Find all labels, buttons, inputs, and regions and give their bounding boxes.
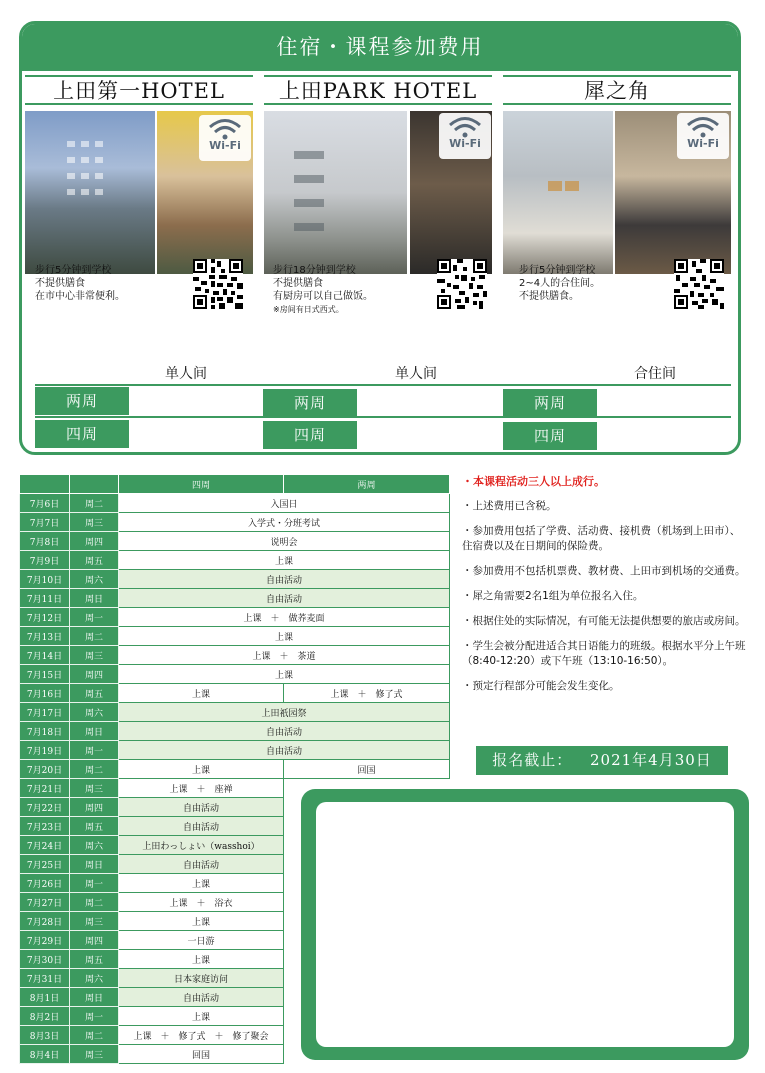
weekday-cell: 周一 — [70, 1007, 119, 1026]
note-item: ・根据住处的实际情况，有可能无法提供想要的旅店或房间。 — [462, 615, 746, 627]
event-cell: 上课 ＋ 茶道 — [119, 646, 450, 665]
event-cell: 自由活动 — [119, 741, 450, 760]
date-cell: 7月23日 — [20, 817, 70, 836]
event-cell: 自由活动 — [119, 589, 450, 608]
schedule-row — [20, 570, 450, 589]
note-item: ・参加费用包括了学费、活动费、接机费（机场到上田市）、住宿费以及在日期间的保险费。 — [462, 525, 741, 552]
date-cell: 7月9日 — [20, 551, 70, 570]
weekday-cell: 周一 — [70, 741, 119, 760]
weekday-cell: 周四 — [70, 532, 119, 551]
event-cell-four-weeks: 自由活动 — [119, 798, 284, 817]
weekday-cell: 周二 — [70, 1026, 119, 1045]
card-title: 住宿・课程参加费用 — [22, 24, 738, 71]
hotel-room-photo — [157, 111, 253, 274]
weekday-cell: 周五 — [70, 551, 119, 570]
two-weeks-tag: 两周 — [35, 387, 129, 415]
schedule-row — [20, 646, 450, 665]
price-row-two-weeks — [35, 387, 251, 415]
divider — [35, 384, 731, 386]
weekday-cell: 周三 — [70, 646, 119, 665]
qr-code-icon[interactable] — [193, 259, 243, 309]
hotel-building-photo — [25, 111, 155, 274]
date-cell: 8月3日 — [20, 1026, 70, 1045]
schedule-row — [20, 703, 450, 722]
event-cell-four-weeks: 自由活动 — [119, 988, 284, 1007]
weekday-cell: 周一 — [70, 608, 119, 627]
event-cell-four-weeks: 自由活动 — [119, 817, 284, 836]
date-cell: 7月13日 — [20, 627, 70, 646]
date-cell: 7月14日 — [20, 646, 70, 665]
schedule-row — [20, 494, 450, 513]
date-cell: 8月1日 — [20, 988, 70, 1007]
price-row-four-weeks — [503, 422, 719, 450]
date-cell: 7月12日 — [20, 608, 70, 627]
event-cell: 自由活动 — [119, 722, 450, 741]
schedule-row — [20, 513, 450, 532]
note-item: ・上述费用已含税。 — [462, 500, 557, 512]
event-cell: 入学式・分班考试 — [119, 513, 450, 532]
weekday-cell: 周日 — [70, 589, 119, 608]
hotel-room-photo — [615, 111, 731, 274]
two-weeks-tag: 两周 — [503, 389, 597, 417]
date-cell: 7月7日 — [20, 513, 70, 532]
date-cell: 7月19日 — [20, 741, 70, 760]
weekday-cell: 周六 — [70, 836, 119, 855]
event-cell: 上课 — [119, 665, 450, 684]
weekday-cell: 周五 — [70, 684, 119, 703]
weekday-cell: 周日 — [70, 855, 119, 874]
price-row-two-weeks — [503, 389, 719, 417]
note-item: ・犀之角需要2名1组为单位报名入住。 — [462, 590, 644, 602]
date-cell: 7月27日 — [20, 893, 70, 912]
weekday-cell: 周二 — [70, 760, 119, 779]
hotel-column-2 — [264, 74, 492, 404]
blank-frame-inner — [316, 802, 734, 1047]
date-cell: 7月11日 — [20, 589, 70, 608]
hotel-description-1: 步行5分钟到学校 不提供膳食 在市中心非常便利。 — [35, 265, 125, 302]
hotel-room-photo — [410, 111, 492, 274]
hotel-description-2: 步行18分钟到学校 不提供膳食 有厨房可以自己做饭。 ※房间有日式西式。 — [273, 265, 373, 314]
event-cell-four-weeks: 自由活动 — [119, 855, 284, 874]
hotel-column-3 — [503, 74, 731, 404]
deadline-label: 报名截止： — [492, 751, 573, 769]
event-cell: 自由活动 — [119, 570, 450, 589]
weekday-cell: 周六 — [70, 969, 119, 988]
header-cell — [20, 475, 70, 494]
qr-code-icon[interactable] — [674, 259, 724, 309]
weekday-cell: 周二 — [70, 494, 119, 513]
hotel-name: 上田第一HOTEL — [25, 75, 253, 105]
date-cell: 7月8日 — [20, 532, 70, 551]
schedule-row — [20, 760, 450, 779]
note-item: ・学生会被分配进适合其日语能力的班级。根据水平分上午班（8:40-12:20）或下午班（13:10-16:50）。 — [462, 640, 746, 667]
date-cell: 7月17日 — [20, 703, 70, 722]
event-cell-four-weeks: 一日游 — [119, 931, 284, 950]
header-four-weeks: 四周 — [119, 475, 284, 494]
schedule-row — [20, 608, 450, 627]
date-cell: 7月29日 — [20, 931, 70, 950]
event-cell-four-weeks: 日本家庭访问 — [119, 969, 284, 988]
price-row-two-weeks — [263, 389, 479, 417]
deadline-date: 2021年4月30日 — [589, 751, 712, 769]
note-item: ・本课程活动三人以上成行。 — [462, 475, 605, 488]
date-cell: 7月6日 — [20, 494, 70, 513]
weekday-cell: 周三 — [70, 1045, 119, 1064]
date-cell: 7月20日 — [20, 760, 70, 779]
blank-frame — [301, 789, 749, 1060]
schedule-row — [20, 589, 450, 608]
event-cell-four-weeks: 上课 — [119, 684, 284, 703]
event-cell-four-weeks: 上课 — [119, 950, 284, 969]
wifi-icon: Wi-Fi — [439, 113, 491, 159]
date-cell: 7月15日 — [20, 665, 70, 684]
date-cell: 8月4日 — [20, 1045, 70, 1064]
event-cell-four-weeks: 上课 — [119, 760, 284, 779]
notes-list — [462, 474, 750, 704]
two-weeks-tag: 两周 — [263, 389, 357, 417]
weekday-cell: 周四 — [70, 931, 119, 950]
event-cell: 上田祇园祭 — [119, 703, 450, 722]
room-type-label: 合住间 — [634, 366, 676, 382]
weekday-cell: 周日 — [70, 722, 119, 741]
date-cell: 7月30日 — [20, 950, 70, 969]
qr-code-icon[interactable] — [437, 259, 487, 309]
price-row-four-weeks — [263, 421, 479, 449]
date-cell: 7月25日 — [20, 855, 70, 874]
event-cell-four-weeks: 上课 — [119, 1007, 284, 1026]
event-cell-two-weeks: 回国 — [284, 760, 450, 779]
schedule-row — [20, 741, 450, 760]
weekday-cell: 周六 — [70, 570, 119, 589]
schedule-row — [20, 551, 450, 570]
date-cell: 7月28日 — [20, 912, 70, 931]
hotel-building-photo — [503, 111, 613, 274]
schedule-row — [20, 665, 450, 684]
date-cell: 7月18日 — [20, 722, 70, 741]
hotel-name: 犀之角 — [503, 75, 731, 105]
note-item: ・参加费用不包括机票费、教材费、上田市到机场的交通费。 — [462, 565, 746, 577]
event-cell: 上课 ＋ 做荞麦面 — [119, 608, 450, 627]
schedule-row — [20, 532, 450, 551]
four-weeks-tag: 四周 — [35, 420, 129, 448]
date-cell: 7月26日 — [20, 874, 70, 893]
event-cell-four-weeks: 上课 ＋ 座禅 — [119, 779, 284, 798]
price-row-four-weeks — [35, 420, 251, 448]
schedule-header-row — [20, 475, 450, 494]
event-cell-four-weeks: 上田わっしょい（wasshoi） — [119, 836, 284, 855]
event-cell: 上课 — [119, 627, 450, 646]
weekday-cell: 周五 — [70, 950, 119, 969]
deadline-banner — [476, 746, 728, 775]
four-weeks-tag: 四周 — [263, 421, 357, 449]
event-cell: 说明会 — [119, 532, 450, 551]
weekday-cell: 周四 — [70, 665, 119, 684]
room-type-label: 单人间 — [165, 366, 207, 382]
date-cell: 7月10日 — [20, 570, 70, 589]
weekday-cell: 周三 — [70, 779, 119, 798]
schedule-row — [20, 722, 450, 741]
header-cell — [70, 475, 119, 494]
date-cell: 7月31日 — [20, 969, 70, 988]
hotel-building-photo — [264, 111, 407, 274]
event-cell-four-weeks: 上课 — [119, 912, 284, 931]
event-cell-four-weeks: 上课 ＋ 修了式 ＋ 修了聚会 — [119, 1026, 284, 1045]
schedule-row — [20, 627, 450, 646]
event-cell-four-weeks: 上课 — [119, 874, 284, 893]
weekday-cell: 周三 — [70, 513, 119, 532]
weekday-cell: 周二 — [70, 627, 119, 646]
date-cell: 7月24日 — [20, 836, 70, 855]
date-cell: 7月16日 — [20, 684, 70, 703]
weekday-cell: 周二 — [70, 893, 119, 912]
event-cell-four-weeks: 回国 — [119, 1045, 284, 1064]
four-weeks-tag: 四周 — [503, 422, 597, 450]
event-cell-four-weeks: 上课 ＋ 浴衣 — [119, 893, 284, 912]
header-two-weeks: 两周 — [284, 475, 450, 494]
weekday-cell: 周六 — [70, 703, 119, 722]
weekday-cell: 周四 — [70, 798, 119, 817]
schedule-row — [20, 684, 450, 703]
note-item: ・预定行程部分可能会发生变化。 — [462, 680, 620, 692]
wifi-icon: Wi-Fi — [677, 113, 729, 159]
weekday-cell: 周五 — [70, 817, 119, 836]
date-cell: 7月22日 — [20, 798, 70, 817]
date-cell: 7月21日 — [20, 779, 70, 798]
wifi-icon: Wi-Fi — [199, 115, 251, 161]
hotel-name: 上田PARK HOTEL — [264, 75, 492, 105]
accommodation-fee-card — [19, 21, 741, 455]
event-cell-two-weeks: 上课 ＋ 修了式 — [284, 684, 450, 703]
event-cell: 上课 — [119, 551, 450, 570]
event-cell: 入国日 — [119, 494, 450, 513]
date-cell: 8月2日 — [20, 1007, 70, 1026]
weekday-cell: 周一 — [70, 874, 119, 893]
hotel-description-3: 步行5分钟到学校 2~4人的合住间。 不提供膳食。 — [519, 265, 601, 302]
weekday-cell: 周三 — [70, 912, 119, 931]
room-type-label: 单人间 — [395, 366, 437, 382]
weekday-cell: 周日 — [70, 988, 119, 1007]
hotel-column-1 — [25, 74, 253, 404]
